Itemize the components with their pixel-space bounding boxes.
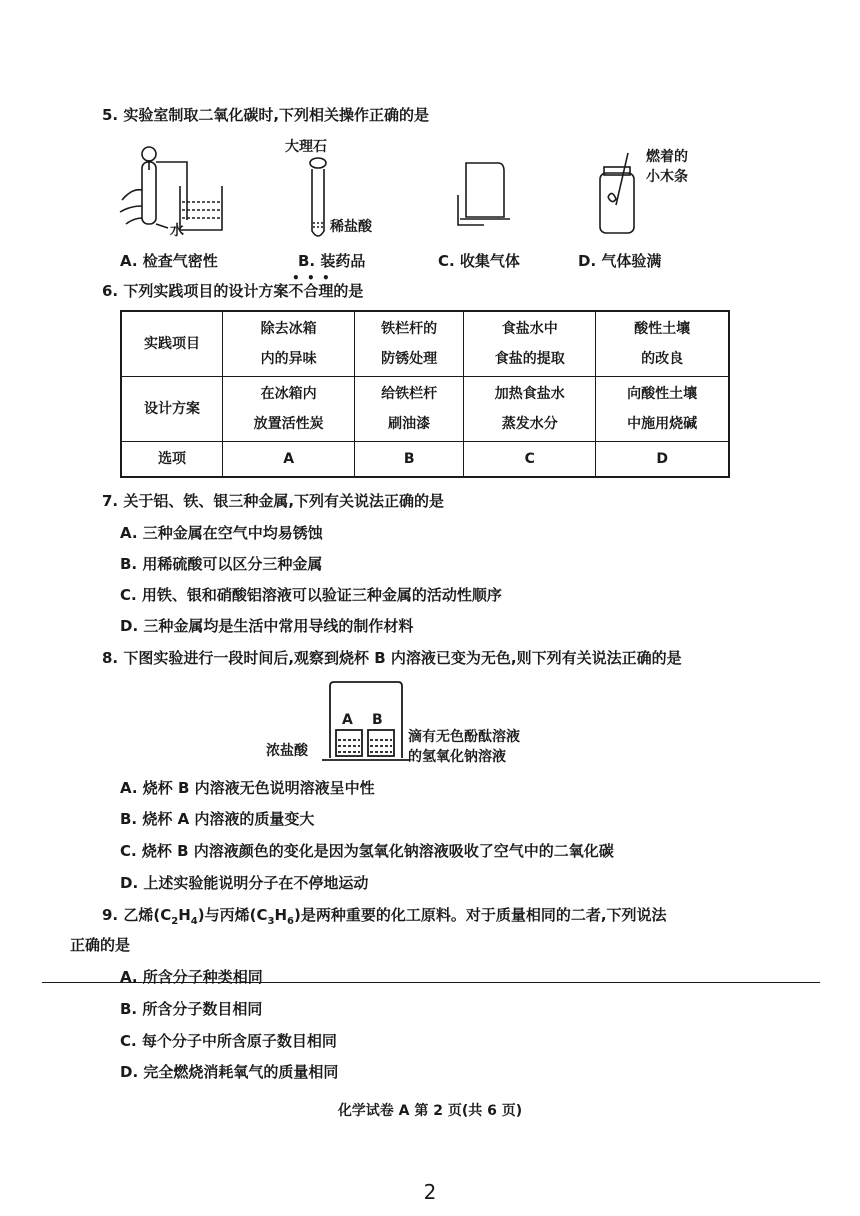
q9-option-d: D. 完全燃烧消耗氧气的质量相同 [120, 1063, 339, 1081]
q5-option-b: B. 装药品 [298, 252, 366, 270]
fig-beaker-b-label: B [372, 712, 383, 728]
q7-stem: 7. 关于铝、铁、银三种金属,下列有关说法正确的是 [102, 492, 445, 510]
fig-collecting-gas [448, 155, 518, 235]
q6-stem-after: 的是 [333, 282, 364, 300]
q6-stem-emph-2: 合 [303, 282, 319, 300]
table-header-project: 实践项目 [121, 311, 223, 377]
q7-option-b: B. 用稀硫酸可以区分三种金属 [120, 555, 323, 573]
table-cell: 铁栏杆的 防锈处理 [355, 311, 464, 377]
table-cell: D [596, 442, 729, 478]
table-cell: 酸性土壤 的改良 [596, 311, 729, 377]
page-footer: 化学试卷 A 第 2 页(共 6 页) [337, 1103, 523, 1119]
q9-stem-line2: 正确的是 [70, 936, 131, 954]
fig-naoh-label-2: 的氢氧化钠溶液 [408, 749, 506, 765]
q9-stem: 9. 乙烯$(C_2H_4)$与丙烯$(C_3H_6)$是两种重要的化工原料。对于质量相同的二者,下列说法 [102, 906, 667, 927]
q5-option-a: A. 检查气密性 [120, 252, 218, 270]
table-cell: C [464, 442, 596, 478]
q7-option-a: A. 三种金属在空气中均易锈蚀 [120, 524, 323, 542]
table-cell: 向酸性土壤 中施用烧碱 [596, 377, 729, 442]
fig-hcl-label: 浓盐酸 [266, 743, 308, 759]
page-number: 2 [423, 1180, 437, 1204]
table-cell: 食盐水中 食盐的提取 [464, 311, 596, 377]
q5-option-d: D. 气体验满 [578, 252, 662, 270]
table-cell: 加热食盐水 蒸发水分 [464, 377, 596, 442]
table-cell: 除去冰箱 内的异味 [223, 311, 355, 377]
table-cell: B [355, 442, 464, 478]
q7-option-d: D. 三种金属均是生活中常用导线的制作材料 [120, 617, 414, 635]
q7-option-c: C. 用铁、银和硝酸铝溶液可以验证三种金属的活动性顺序 [120, 586, 502, 604]
fig-marble-label: 大理石 [285, 139, 327, 155]
q6-stem-emph-1: 不 [288, 282, 304, 300]
table-row [121, 311, 729, 377]
fig-stick-label-2: 小木条 [646, 169, 688, 185]
q6-stem [102, 280, 363, 301]
table-cell: 在冰箱内 放置活性炭 [223, 377, 355, 442]
q5-stem: 5. 实验室制取二氧化碳时,下列相关操作正确的是 [102, 106, 430, 124]
q8-option-b: B. 烧杯 A 内溶液的质量变大 [120, 810, 315, 828]
table-header-plan: 设计方案 [121, 377, 223, 442]
q8-option-c: C. 烧杯 B 内溶液颜色的变化是因为氢氧化钠溶液吸收了空气中的二氧化碳 [120, 842, 614, 860]
q6-plan-table [120, 310, 730, 478]
q6-stem-emph-3: 理 [318, 282, 334, 300]
q6-stem-before: 6. 下列实践项目的设计方案 [102, 282, 289, 300]
q8-option-d: D. 上述实验能说明分子在不停地运动 [120, 874, 369, 892]
table-row [121, 377, 729, 442]
fig-naoh-label-1: 滴有无色酚酞溶液 [408, 729, 520, 745]
fold-line [42, 982, 820, 983]
q9-option-c: C. 每个分子中所含原子数目相同 [120, 1032, 337, 1050]
fig-water-label: 水 [170, 223, 184, 239]
q8-stem: 8. 下图实验进行一段时间后,观察到烧杯 B 内溶液已变为无色,则下列有关说法正确的是 [102, 649, 682, 667]
table-row [121, 442, 729, 478]
table-header-option: 选项 [121, 442, 223, 478]
fig-beaker-experiment [322, 678, 412, 768]
fig-testing-full [590, 145, 650, 240]
q8-option-a: A. 烧杯 B 内溶液无色说明溶液呈中性 [120, 779, 375, 797]
fig-stick-label-1: 燃着的 [646, 149, 688, 165]
table-cell: A [223, 442, 355, 478]
q5-option-c: C. 收集气体 [438, 252, 520, 270]
table-cell: 给铁栏杆 刷油漆 [355, 377, 464, 442]
q9-option-b: B. 所含分子数目相同 [120, 1000, 263, 1018]
q9-option-a: A. 所含分子种类相同 [120, 968, 263, 986]
fig-acid-label: 稀盐酸 [330, 219, 372, 235]
fig-beaker-a-label: A [342, 712, 353, 728]
